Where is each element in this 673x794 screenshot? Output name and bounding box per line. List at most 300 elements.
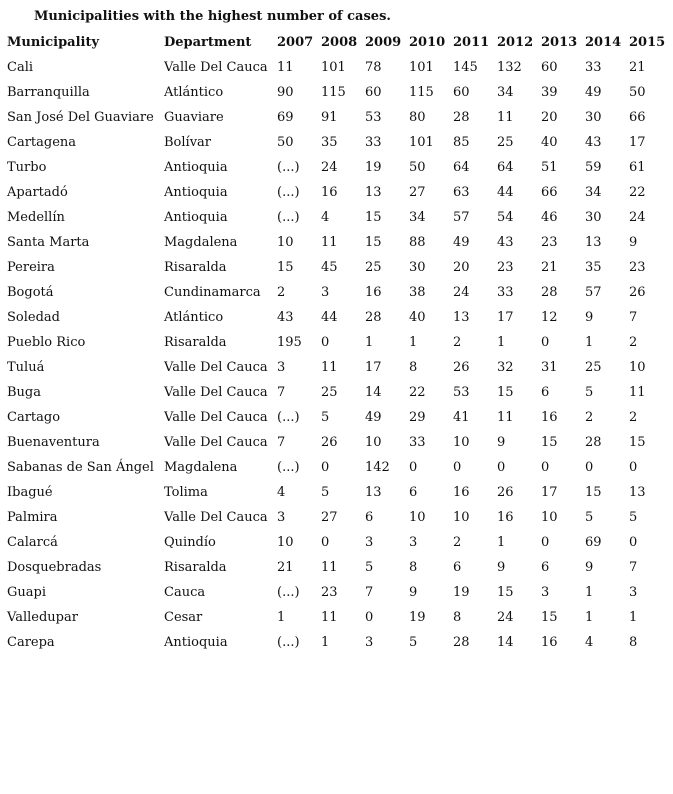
year-cell: 6 [541,560,550,575]
year-cell: 51 [541,160,558,175]
year-cell: 1 [629,610,638,625]
year-cell: (...) [277,410,300,425]
department-cell: Cundinamarca [164,285,261,300]
year-cell: 26 [453,360,470,375]
year-cell: 17 [541,485,558,500]
year-cell: 8 [409,360,418,375]
year-cell: 22 [409,385,426,400]
year-cell: 50 [409,160,426,175]
year-cell: 39 [541,85,558,100]
year-cell: (...) [277,160,300,175]
year-cell: 16 [541,635,558,650]
year-cell: 30 [585,110,602,125]
year-cell: 25 [321,385,338,400]
department-cell: Bolívar [164,135,212,150]
year-cell: (...) [277,460,300,475]
year-cell: 2 [453,535,462,550]
year-cell: 8 [453,610,462,625]
department-cell: Guaviare [164,110,224,125]
municipality-cell: Pueblo Rico [7,335,86,350]
table-row [5,405,671,430]
department-cell: Magdalena [164,460,238,475]
municipality-cell: Sabanas de San Ángel [7,460,154,475]
year-cell: 10 [541,510,558,525]
table-row [5,455,671,480]
department-cell: Valle Del Cauca [164,360,268,375]
year-cell: 27 [321,510,338,525]
year-cell: 101 [409,60,434,75]
year-cell: 0 [541,335,550,350]
year-cell: 69 [277,110,294,125]
table-row [5,430,671,455]
department-cell: Cauca [164,585,206,600]
year-cell: 142 [365,460,390,475]
column-header-year-2014: 2014 [585,35,622,50]
year-cell: 33 [409,435,426,450]
year-cell: 5 [585,385,594,400]
municipality-cell: Apartadó [7,185,68,200]
year-cell: 9 [585,560,594,575]
year-cell: 66 [541,185,558,200]
table-row [5,355,671,380]
year-cell: 7 [629,310,638,325]
year-cell: 5 [321,485,330,500]
year-cell: 49 [585,85,602,100]
year-cell: 0 [453,460,462,475]
column-header-year-2007: 2007 [277,35,314,50]
year-cell: 4 [321,210,330,225]
year-cell: 64 [497,160,514,175]
year-cell: 9 [629,235,638,250]
table-row [5,380,671,405]
year-cell: 1 [497,335,506,350]
table-row [5,205,671,230]
table-body [5,55,671,655]
department-cell: Atlántico [164,85,224,100]
year-cell: 0 [409,460,418,475]
table-row [5,630,671,655]
column-header-year-2012: 2012 [497,35,534,50]
department-cell: Valle Del Cauca [164,385,268,400]
year-cell: 11 [497,110,514,125]
year-cell: 9 [497,560,506,575]
year-cell: 32 [497,360,514,375]
year-cell: 88 [409,235,426,250]
year-cell: 5 [365,560,374,575]
year-cell: 5 [321,410,330,425]
year-cell: 0 [629,460,638,475]
header-row [5,30,671,55]
year-cell: 60 [365,85,382,100]
year-cell: 101 [321,60,346,75]
year-cell: 19 [365,160,382,175]
municipality-cell: Palmira [7,510,58,525]
year-cell: 78 [365,60,382,75]
year-cell: 66 [629,110,646,125]
department-cell: Antioquia [164,160,228,175]
year-cell: (...) [277,635,300,650]
table-row [5,230,671,255]
year-cell: 8 [629,635,638,650]
year-cell: 27 [409,185,426,200]
municipality-cell: Carepa [7,635,55,650]
municipality-cell: Bogotá [7,285,54,300]
year-cell: 31 [541,360,558,375]
municipality-cell: Medellín [7,210,65,225]
year-cell: 13 [365,185,382,200]
table-row [5,530,671,555]
year-cell: 9 [585,310,594,325]
table-row [5,555,671,580]
department-cell: Tolima [164,485,208,500]
year-cell: 10 [453,510,470,525]
year-cell: 90 [277,85,294,100]
year-cell: 16 [541,410,558,425]
year-cell: 7 [365,585,374,600]
year-cell: 3 [321,285,330,300]
year-cell: 33 [585,60,602,75]
year-cell: 0 [321,335,330,350]
year-cell: 23 [629,260,646,275]
year-cell: 3 [365,635,374,650]
table-row [5,305,671,330]
year-cell: 49 [453,235,470,250]
table-row [5,480,671,505]
year-cell: 15 [277,260,294,275]
year-cell: 4 [585,635,594,650]
municipality-cell: Cartagena [7,135,77,150]
table-row [5,255,671,280]
year-cell: 195 [277,335,302,350]
municipality-cell: Cartago [7,410,61,425]
year-cell: 145 [453,60,478,75]
year-cell: 115 [321,85,346,100]
department-cell: Quindío [164,535,216,550]
year-cell: 38 [409,285,426,300]
year-cell: 115 [409,85,434,100]
year-cell: 40 [409,310,426,325]
year-cell: 25 [497,135,514,150]
year-cell: 0 [541,460,550,475]
year-cell: 15 [541,610,558,625]
year-cell: 14 [497,635,514,650]
table-row [5,280,671,305]
year-cell: 24 [497,610,514,625]
year-cell: 34 [497,85,514,100]
year-cell: 19 [409,610,426,625]
municipality-cell: Soledad [7,310,60,325]
year-cell: 7 [629,560,638,575]
year-cell: 21 [541,260,558,275]
municipality-cell: Dosquebradas [7,560,102,575]
year-cell: 28 [453,635,470,650]
year-cell: 15 [365,210,382,225]
department-cell: Cesar [164,610,203,625]
year-cell: 35 [321,135,338,150]
year-cell: 59 [585,160,602,175]
year-cell: 15 [585,485,602,500]
year-cell: 34 [409,210,426,225]
year-cell: 16 [365,285,382,300]
year-cell: 0 [365,610,374,625]
table-row [5,155,671,180]
year-cell: 12 [541,310,558,325]
year-cell: 45 [321,260,338,275]
year-cell: 15 [541,435,558,450]
year-cell: 25 [585,360,602,375]
year-cell: 17 [497,310,514,325]
year-cell: 30 [585,210,602,225]
year-cell: 1 [585,610,594,625]
year-cell: 0 [321,460,330,475]
year-cell: 30 [409,260,426,275]
year-cell: 9 [409,585,418,600]
year-cell: 0 [585,460,594,475]
year-cell: (...) [277,585,300,600]
year-cell: 10 [629,360,646,375]
table-row [5,55,671,80]
table-row [5,80,671,105]
year-cell: 33 [365,135,382,150]
year-cell: 91 [321,110,338,125]
year-cell: 10 [453,435,470,450]
year-cell: 28 [365,310,382,325]
year-cell: 1 [365,335,374,350]
year-cell: 6 [409,485,418,500]
year-cell: 10 [277,235,294,250]
year-cell: 11 [277,60,294,75]
year-cell: 43 [277,310,294,325]
year-cell: 13 [365,485,382,500]
year-cell: 1 [585,335,594,350]
year-cell: 1 [497,535,506,550]
year-cell: 60 [541,60,558,75]
municipality-cell: Tuluá [7,360,45,375]
column-header-year-2008: 2008 [321,35,358,50]
year-cell: 13 [585,235,602,250]
municipality-cell: Guapi [7,585,46,600]
year-cell: 16 [321,185,338,200]
year-cell: 60 [453,85,470,100]
year-cell: 85 [453,135,470,150]
table-row [5,180,671,205]
year-cell: 43 [497,235,514,250]
year-cell: 3 [277,510,286,525]
municipality-cell: Valledupar [7,610,78,625]
year-cell: 49 [365,410,382,425]
year-cell: 3 [365,535,374,550]
year-cell: 15 [629,435,646,450]
department-cell: Risaralda [164,335,227,350]
year-cell: 1 [409,335,418,350]
department-cell: Atlántico [164,310,224,325]
year-cell: 34 [585,185,602,200]
year-cell: 11 [321,360,338,375]
year-cell: 7 [277,435,286,450]
year-cell: 3 [409,535,418,550]
table-row [5,330,671,355]
year-cell: 2 [629,335,638,350]
year-cell: 15 [497,385,514,400]
year-cell: 33 [497,285,514,300]
year-cell: 44 [497,185,514,200]
year-cell: 11 [321,235,338,250]
year-cell: 53 [365,110,382,125]
table-row [5,605,671,630]
year-cell: 69 [585,535,602,550]
year-cell: 22 [629,185,646,200]
year-cell: 17 [629,135,646,150]
year-cell: 44 [321,310,338,325]
department-cell: Valle Del Cauca [164,60,268,75]
year-cell: 61 [629,160,646,175]
year-cell: 16 [497,510,514,525]
department-cell: Valle Del Cauca [164,510,268,525]
year-cell: 0 [629,535,638,550]
year-cell: 1 [585,585,594,600]
year-cell: 1 [277,610,286,625]
year-cell: 24 [453,285,470,300]
year-cell: 21 [277,560,294,575]
municipality-cell: Santa Marta [7,235,90,250]
column-header-municipality: Municipality [7,35,100,50]
year-cell: 57 [453,210,470,225]
cases-table [5,30,671,655]
year-cell: 43 [585,135,602,150]
year-cell: 8 [409,560,418,575]
year-cell: 46 [541,210,558,225]
year-cell: 2 [453,335,462,350]
year-cell: 3 [277,360,286,375]
municipality-cell: Calarcá [7,535,58,550]
year-cell: 11 [321,610,338,625]
year-cell: 2 [585,410,594,425]
department-cell: Risaralda [164,260,227,275]
year-cell: 7 [277,385,286,400]
year-cell: 25 [365,260,382,275]
year-cell: 20 [541,110,558,125]
year-cell: 26 [497,485,514,500]
year-cell: 50 [629,85,646,100]
year-cell: 13 [629,485,646,500]
year-cell: 17 [365,360,382,375]
year-cell: 24 [629,210,646,225]
year-cell: 4 [277,485,286,500]
year-cell: 6 [453,560,462,575]
year-cell: 11 [629,385,646,400]
year-cell: 24 [321,160,338,175]
year-cell: 13 [453,310,470,325]
year-cell: 14 [365,385,382,400]
table-title: Municipalities with the highest number of cases. [34,9,391,24]
year-cell: 10 [277,535,294,550]
year-cell: 50 [277,135,294,150]
year-cell: 80 [409,110,426,125]
year-cell: 6 [365,510,374,525]
table-row [5,505,671,530]
year-cell: 26 [629,285,646,300]
year-cell: 53 [453,385,470,400]
year-cell: 1 [321,635,330,650]
department-cell: Antioquia [164,185,228,200]
year-cell: 29 [409,410,426,425]
column-header-year-2015: 2015 [629,35,666,50]
municipality-cell: Turbo [7,160,47,175]
year-cell: 15 [497,585,514,600]
department-cell: Antioquia [164,210,228,225]
table-row [5,130,671,155]
year-cell: 23 [541,235,558,250]
year-cell: 2 [277,285,286,300]
column-header-year-2010: 2010 [409,35,446,50]
year-cell: 2 [629,410,638,425]
year-cell: 63 [453,185,470,200]
year-cell: 5 [629,510,638,525]
column-header-year-2013: 2013 [541,35,578,50]
year-cell: 28 [541,285,558,300]
year-cell: 0 [541,535,550,550]
municipality-cell: Cali [7,60,34,75]
year-cell: 9 [497,435,506,450]
year-cell: 57 [585,285,602,300]
department-cell: Valle Del Cauca [164,410,268,425]
municipality-cell: Ibagué [7,485,53,500]
table-row [5,105,671,130]
year-cell: (...) [277,210,300,225]
department-cell: Valle Del Cauca [164,435,268,450]
year-cell: 3 [629,585,638,600]
department-cell: Magdalena [164,235,238,250]
municipality-cell: Buga [7,385,41,400]
year-cell: 5 [585,510,594,525]
year-cell: 132 [497,60,522,75]
year-cell: 10 [409,510,426,525]
year-cell: 19 [453,585,470,600]
year-cell: 23 [321,585,338,600]
table-row [5,580,671,605]
year-cell: 3 [541,585,550,600]
year-cell: 41 [453,410,470,425]
year-cell: 20 [453,260,470,275]
column-header-department: Department [164,35,252,50]
department-cell: Risaralda [164,560,227,575]
year-cell: 101 [409,135,434,150]
year-cell: 16 [453,485,470,500]
municipality-cell: Pereira [7,260,55,275]
year-cell: 15 [365,235,382,250]
year-cell: 28 [585,435,602,450]
year-cell: 21 [629,60,646,75]
year-cell: 0 [321,535,330,550]
year-cell: 35 [585,260,602,275]
year-cell: 11 [321,560,338,575]
municipality-cell: Barranquilla [7,85,90,100]
municipality-cell: Buenaventura [7,435,100,450]
year-cell: 5 [409,635,418,650]
municipality-cell: San José Del Guaviare [7,110,154,125]
year-cell: 11 [497,410,514,425]
year-cell: 54 [497,210,514,225]
year-cell: 64 [453,160,470,175]
year-cell: 0 [497,460,506,475]
year-cell: 6 [541,385,550,400]
year-cell: 23 [497,260,514,275]
year-cell: 10 [365,435,382,450]
column-header-year-2009: 2009 [365,35,402,50]
column-header-year-2011: 2011 [453,35,490,50]
department-cell: Antioquia [164,635,228,650]
year-cell: (...) [277,185,300,200]
